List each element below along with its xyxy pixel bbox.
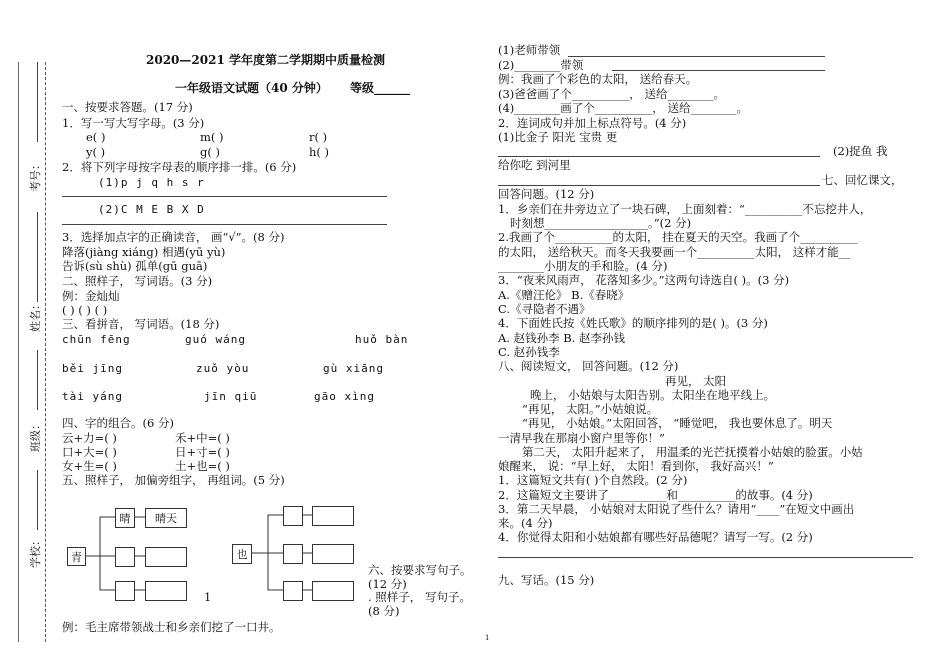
combo-item: 禾+中=( ) [175,431,230,445]
letter-item: r( ) [309,130,328,144]
passage-line: 一清早我在那扇小窗户里等你！” [498,431,665,445]
page-title: 2020—2021 学年度第二学期期中质量检测 [146,53,385,67]
sentence-line: (4)________画了个__________， 送给________。 [498,101,748,115]
tree-char-box[interactable] [115,547,135,567]
answer-line [498,156,820,157]
section-4-heading: 四、字的组合。(6 分) [62,416,174,430]
question-7-2-cont: 的太阳， 送给秋天。而冬天我要画一个__________太阳， 这样才能__ [498,245,851,259]
question-1-3: 3．选择加点字的正确读音， 画“√”。(8 分) [62,230,285,244]
section-9-heading: 九、写话。(15 分) [498,573,595,587]
question-8-3-cont: 来。(4 分) [498,516,553,530]
question-8-4: 4．你觉得太阳和小姑娘都有哪些好品德呢？请写一写。(2 分) [498,530,813,544]
page-marker: 1 [204,590,212,604]
section-7-heading: 七、回忆课文， [822,173,903,187]
word-group-2: (2)捉鱼 我 [833,144,888,158]
xingming-label: 姓名： [29,299,42,332]
word-group-2-cont: 给你吃 到河里 [498,158,571,172]
answer-line [498,557,913,558]
passage-line: “再见， 太阳。”小姑娘说。 [522,402,659,416]
tree-word-box: 晴天 [145,508,187,528]
page-subtitle: 一年级语文试题（40 分钟） [175,81,328,95]
option-row: A. 赵钱孙李 B. 赵李孙钱 [498,331,626,345]
tree-char-box[interactable] [283,506,303,526]
section-5-heading: 五、照样子， 加偏旁组字， 再组词。(5 分) [62,473,285,487]
sentence-line: (2)________带领 [498,58,584,72]
combo-item: 云+力=( ) [62,431,117,445]
passage-line: “再见， 小姑娘。”太阳回答， “睡觉吧， 我也要休息了。明天 [522,416,833,430]
section-1-heading: 一、按要求答题。(17 分) [62,100,193,114]
page-number: 1 [485,634,490,642]
pinyin-item: tài yáng [62,390,123,403]
tree-root-box: 也 [232,544,252,564]
combo-item: 女+生=( ) [62,459,117,473]
example-sentence: 例：毛主席带领战士和乡亲们挖了一口井。 [62,620,281,634]
tree-root-box: 青 [67,547,86,566]
tree-word-box[interactable] [145,547,187,567]
answer-line [568,56,825,57]
pinyin-item: zuǒ yòu [196,362,250,375]
combo-item: 日+寸=( ) [175,445,230,459]
question-7-2-end: ________小朋友的手和脸。(4 分) [498,259,668,273]
pinyin-item: chūn fēng [62,333,131,346]
combo-item: 口+大=( ) [62,445,117,459]
option-row: C.《寻隐者不遇》 [498,302,591,316]
xuexiao-label: 学校： [29,535,42,568]
letter-item: g( ) [200,145,220,159]
answer-line [498,185,820,186]
letter-sequence-2: (2)C M E B X D [98,203,205,216]
question-8-1: 1．这篇短文共有( )个自然段。(2 分) [498,473,688,487]
reading-row: 降落(jiàng xiáng) 相遇(yū yù) [62,245,226,259]
letter-item: h( ) [309,145,330,159]
passage-line: 娘醒来， 说：“早上好， 太阳！看到你， 我好高兴！” [498,459,774,473]
letter-sequence-1: (1)p j q h s r [98,176,205,189]
tree-word-box[interactable] [312,506,354,526]
tree-word-box[interactable] [312,544,354,564]
combo-item: 土+也=( ) [175,459,230,473]
section-7-heading-cont: 回答问题。(12 分) [498,187,595,201]
passage-title: 再见， 太阳 [665,374,727,388]
passage-line: 晚上， 小姑娘与太阳告别。太阳坐在地平线上。 [530,388,776,402]
banji-label: 班级： [29,419,42,452]
answer-line [612,70,825,71]
letter-item: y( ) [86,145,106,159]
question-7-4: 4．下面姓氏按《姓氏歌》的顺序排列的是( )。(3 分) [498,316,768,330]
tree-char-box: 晴 [115,508,135,528]
question-7-2: 2.我画了个__________的太阳， 挂在夏天的天空。我画了个__________ [498,230,858,244]
word-group-1: (1)比金子 阳光 宝贵 更 [498,130,618,144]
pinyin-item: guó wáng [185,333,246,346]
section-2-heading: 二、照样子， 写词语。(3 分) [62,274,213,288]
section-3-heading: 三、看拼音， 写词语。(18 分) [62,317,220,331]
pinyin-item: jīn qiū [204,390,258,403]
tree-char-box[interactable] [283,581,303,601]
sentence-line: (1)老师带领 [498,43,561,57]
pinyin-item: běi jīng [62,362,123,375]
question-6-2: 2．连词成句并加上标点符号。(4 分) [498,116,687,130]
question-6-1: . 照样子， 写句子。(8 分) [368,590,471,618]
tree-word-box[interactable] [145,581,187,601]
example-line: 例：我画了个彩色的太阳， 送给春天。 [498,72,698,86]
tree-word-box[interactable] [312,581,354,601]
question-8-2: 2．这篇短文主要讲了__________和__________的故事。(4 分) [498,488,813,502]
section-6-heading: 六、按要求写句子。(12 分) [368,563,472,591]
kaohao-label: 考号： [29,159,42,192]
reading-row: 告诉(sù shù) 孤单(gū guā) [62,259,208,273]
letter-item: m( ) [200,130,224,144]
question-7-1: 1．乡亲们在井旁边立了一块石碑， 上面刻着：“__________不忘挖井人， [498,202,872,216]
question-1-2: 2．将下列字母按字母表的顺序排一排。(6 分) [62,160,297,174]
example-word: 例：金灿灿 [62,289,120,303]
question-7-1-cont: 时刻想__________________。”(2 分) [510,216,692,230]
pinyin-item: gāo xìng [314,390,375,403]
blank-row: ( ) ( ) ( ) [62,303,108,317]
option-row: C. 赵孙钱李 [498,345,560,359]
question-7-3: 3．“夜来风雨声， 花落知多少。”这两句诗选自( )。(3 分) [498,273,790,287]
letter-item: e( ) [86,130,106,144]
option-row: A.《赠汪伦》 B.《春晓》 [498,288,630,302]
tree-char-box[interactable] [115,581,135,601]
pinyin-item: gù xiāng [323,362,384,375]
grade-field: 等级______ [350,81,411,95]
sentence-line: (3)爸爸画了个__________， 送给________。 [498,87,725,101]
section-8-heading: 八、阅读短文， 回答问题。(12 分) [498,359,679,373]
tree-char-box[interactable] [283,544,303,564]
passage-line: 第二天， 太阳升起来了， 用温柔的光芒抚摸着小姑娘的脸蛋。小姑 [522,445,863,459]
question-8-3: 3．第二天早晨， 小姑娘对太阳说了些什么？请用“____”在短文中画出 [498,502,855,516]
question-1-1: 1．写一写大写字母。(3 分) [62,116,205,130]
pinyin-item: huǒ bàn [355,333,409,346]
